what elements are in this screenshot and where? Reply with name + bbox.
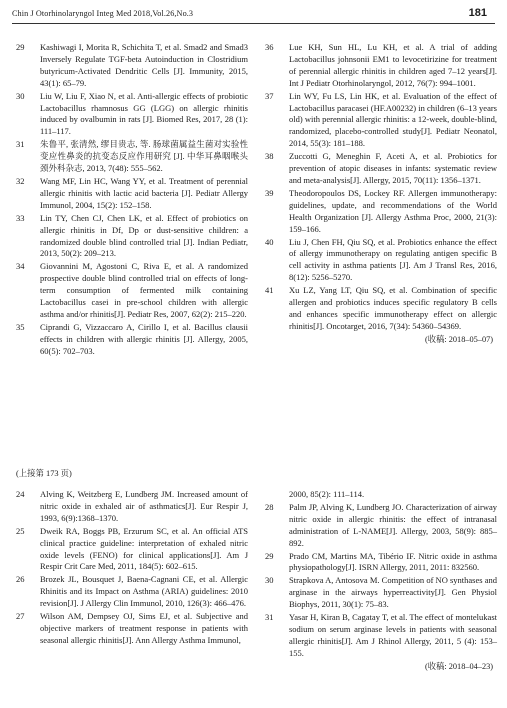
reference-text: Lue KH, Sun HL, Lu KH, et al. A trial of adding Lactobacillus johnsonii EM1 to levocetirizine for treatment of perennial allergic rhinitis in children aged 7–12 years[J]. Int J Pediatr Otorhinolaryngol, 2012, 76(7): 994–1001.	[289, 42, 497, 88]
reference-item	[265, 188, 497, 236]
reference-number: 24	[16, 489, 25, 499]
reference-text: 朱鲁平, 张清然, 缪目贵志, 等. 肠球菌属益生菌对实验性变应性鼻炎的抗变态反应作用研究 [J]. 中华耳鼻咽喉头颈外科杂志, 2013, 7(48): 555–562.	[40, 139, 248, 174]
reference-text: Liu W, Liu F, Xiao N, et al. Anti-allergic effects of probiotic Lactobacillus rhamnosus GG (LGG) on allergic rhinitis induced by ovalbumin in rats [J]. Biomed Res, 2017, 28 (1): 111–117.	[40, 90, 248, 137]
reference-text: Liu J, Chen FH, Qiu SQ, et al. Probiotics enhance the effect of allergy immunotherapy on regulating antigen specific B cell activity in asthma patients [J]. Am J Transl Res, 2016, 8(12): 5256–5270.	[289, 236, 497, 283]
journal-citation: Chin J Otorhinolaryngol Integ Med 2018,Vol.26,No.3	[12, 9, 194, 18]
reference-text: Alving K, Weitzberg E, Lundberg JM. Increased amount of nitric oxide in exhaled air of asthmatics[J]. Eur Respir J, 1993, 6(9):1368–1370.	[40, 489, 248, 523]
reference-item	[265, 91, 497, 151]
reference-item	[16, 42, 248, 90]
reference-text: Yasar H, Kiran B, Cagatay T, et al. The effect of montelukast sodium on serum arginase levels in patients with seasonal allergic rhinitis[J]. Am J Rhinol Allergy, 2011, 5 (4): 153–155.	[289, 612, 497, 658]
reference-item	[16, 213, 248, 261]
reference-text: Dweik RA, Boggs PB, Erzurum SC, et al. An official ATS clinical practice guideline: interpretation of exhaled nitric oxide levels (FENO) for clinical applications[J]. Am J Respir Crit Care Med, 2011, 184(5): 602–615.	[40, 525, 248, 572]
reference-number: 31	[16, 139, 25, 150]
reference-item	[265, 42, 497, 90]
reference-item	[265, 575, 497, 611]
reference-text: Giovannini M, Agostoni C, Riva E, et al. A randomized prospective double blind controlled trial on effects of long-term consumption of fermented milk containing Lactobacillus casei in pre-school children with allergic asthma and/or rhinitis[J]. Pediatr Res, 2007, 62(2): 215–220.	[40, 261, 248, 319]
reference-text: Zuccotti G, Meneghin F, Aceti A, et al. Probiotics for prevention of atopic diseases in infants: systematic review and meta-analysis[J]. Allergy, 2015, 70(11): 1356–1371.	[289, 151, 497, 185]
reference-item	[16, 322, 248, 358]
reference-text: Wilson AM, Dempsey OJ, Sims EJ, et al. Subjective and objective markers of treatment response in patients with seasonal allergic rhinitis[J]. Ann Allergy Asthma Immunol,	[40, 611, 248, 645]
reference-number: 38	[265, 151, 274, 162]
reference-number: 33	[16, 212, 25, 223]
reference-item	[16, 574, 248, 610]
received-date: (收稿: 2018–04–23)	[425, 661, 493, 671]
references-bottom-right	[265, 489, 497, 673]
reference-item	[16, 611, 248, 647]
reference-text: Lin WY, Fu LS, Lin HK, et al. Evaluation of the effect of Lactobacillus paracasei (HF.A00232) in children (6–13 years old) with perennial allergic rhinitis: a 12-week, double-blind, randomized, placebo-controlled study[J]. Pediatr Neonatol, 2014, 55(3): 181–188.	[289, 90, 497, 149]
reference-text: Prado CM, Martins MA, Tibério IF. Nitric oxide in asthma physiopathology[J]. ISRN Allergy, 2011, 2011: 832560.	[289, 550, 497, 573]
reference-number: 26	[16, 574, 25, 585]
reference-text: Theodoropoulos DS, Lockey RF. Allergen immunotherapy: guidelines, update, and recommendations of the World Health Organization [J]. Allergy Asthma Proc, 2000, 21(3): 159–166.	[289, 187, 497, 234]
reference-text: Ciprandi G, Vizzaccaro A, Cirillo I, et al. Bacillus clausii effects in children with allergic rhinitis [J]. Allergy, 2005, 60(5): 702–703.	[40, 321, 248, 356]
reference-item	[16, 176, 248, 212]
reference-number: 29	[265, 550, 274, 561]
reference-number: 36	[265, 42, 274, 52]
reference-number: 29	[16, 42, 25, 52]
reference-text: Kashiwagi I, Morita R, Schichita T, et al. Smad2 and Smad3 Inversely Regulate TGF-beta Autoinduction in Clostridium butyricum-Activated Dendritic Cells [J]. Immunity, 2015, 43(1): 65–79.	[40, 42, 248, 88]
reference-number: 32	[16, 175, 25, 186]
reference-text: Wang MF, Lin HC, Wang YY, et al. Treatment of perennial allergic rhinitis with lactic acid bacteria [J]. Pediatr Allergy Immunol, 2004, 15(2): 152–158.	[40, 175, 248, 210]
continued-from-label: (上接第 173 页)	[16, 469, 72, 478]
reference-text: 2000, 85(2): 111–114.	[289, 489, 365, 499]
references-top-right	[265, 42, 497, 346]
reference-text: Palm JP, Alving K, Lundberg JO. Characterization of airway nitric oxide in allergic rhinitis: the effect of intranasal administration of L-NAME[J]. Allergy, 2003, 58(9): 885–892.	[289, 501, 497, 548]
reference-item	[265, 502, 497, 550]
reference-number: 30	[16, 90, 25, 101]
reference-item	[16, 261, 248, 321]
references-top-left	[16, 42, 248, 359]
reference-item	[16, 91, 248, 139]
reference-text: Lin TY, Chen CJ, Chen LK, et al. Effect of probiotics on allergic rhinitis in Df, Dp or dust-sensitive children: a randomized double blind controlled trial [J]. Indian Pediatr, 2013, 50(2): 209–213.	[40, 212, 248, 259]
reference-number: 40	[265, 236, 274, 247]
reference-text: Strapkova A, Antosova M. Competition of NO synthases and arginase in the airways hyperreactivity[J]. Gen Physiol Biophys, 2011, 30(1): 75–83.	[289, 575, 497, 610]
reference-item	[265, 151, 497, 187]
running-header	[12, 7, 495, 24]
reference-item	[265, 285, 497, 333]
reference-text: Xu LZ, Yang LT, Qiu SQ, et al. Combination of specific allergen and probiotics induces specific regulatory B cells and enhances specific immunotherapy effect on allergic rhinitis[J]. Oncotarget, 2016, 7(34): 54360–54369.	[289, 285, 497, 331]
reference-number: 27	[16, 611, 25, 622]
references-bottom-left	[16, 489, 248, 648]
reference-number: 28	[265, 501, 274, 512]
reference-text: Brozek JL, Bousquet J, Baena-Cagnani CE, et al. Allergic Rhinitis and its Impact on Asthma (ARIA) guidelines: 2010 revision[J]. J Allergy Clin Immunol, 2010, 126(3): 466–476.	[40, 574, 248, 609]
reference-number: 37	[265, 90, 274, 101]
reference-item	[16, 526, 248, 574]
reference-item	[265, 551, 497, 575]
reference-number: 30	[265, 575, 274, 586]
reference-number: 41	[265, 285, 274, 296]
received-date: (收稿: 2018–05–07)	[425, 334, 493, 344]
reference-item	[16, 489, 248, 525]
reference-number: 39	[265, 187, 274, 198]
page-number: 181	[468, 7, 487, 19]
reference-number: 31	[265, 612, 274, 623]
reference-number: 34	[16, 261, 25, 272]
reference-number: 25	[16, 525, 25, 536]
reference-item	[265, 237, 497, 285]
reference-number: 35	[16, 321, 25, 332]
reference-item	[16, 139, 248, 175]
reference-item	[265, 612, 497, 660]
reference-continuation	[265, 489, 497, 501]
